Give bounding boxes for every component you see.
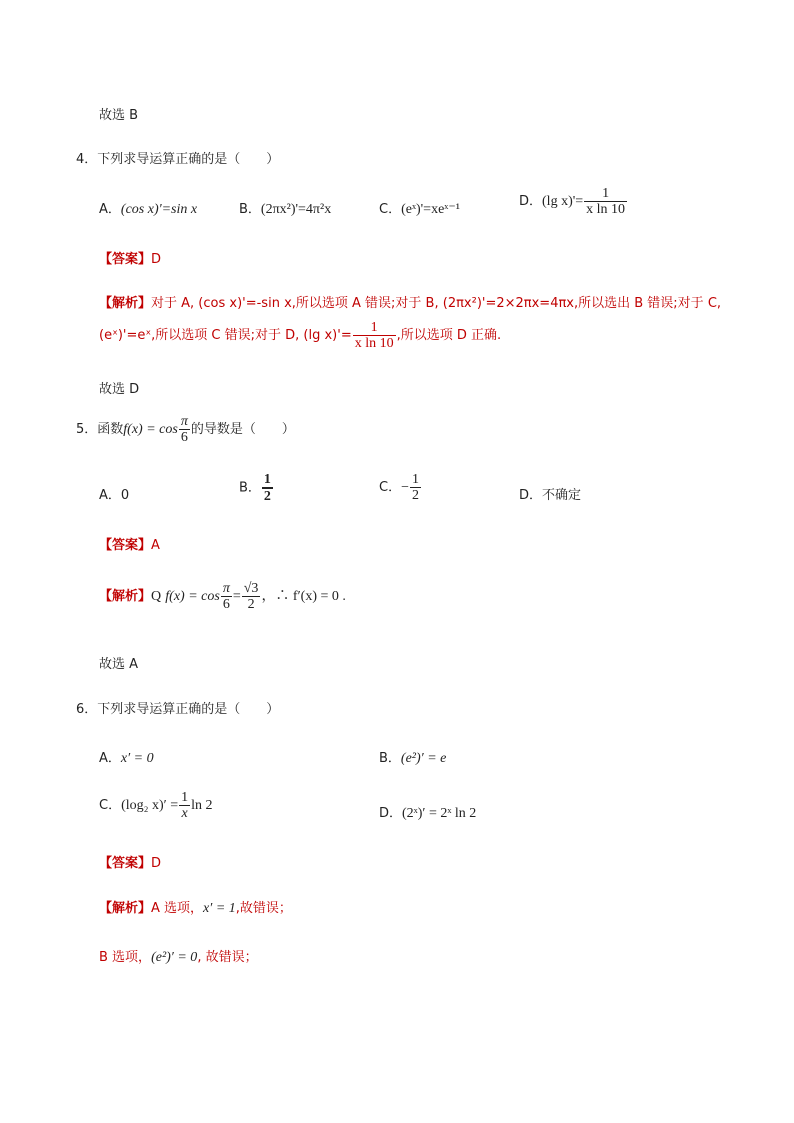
q6-option-c-label: C． (99, 798, 122, 813)
q6-analysis-b-math: (e²)′ = 0 (151, 950, 198, 965)
q5-answer-value: A (151, 538, 160, 553)
q5-stem (76, 414, 295, 445)
q4-analysis-numerator: 1 (370, 320, 378, 335)
q6-option-b-math: (e²)′ = e (400, 751, 447, 766)
q4-answer-tag: 【答案】 (99, 252, 152, 267)
q6-option-c-fraction (179, 790, 190, 821)
q4-analysis-denominator: x ln 10 (354, 336, 394, 351)
q4-option-a-label: A． (99, 202, 121, 217)
q4-analysis-fraction (353, 320, 396, 351)
q5-analysis-suffix: ，∴ f′(x) = 0 . (261, 589, 346, 604)
q5-option-b-label: B． (239, 480, 261, 496)
q5-option-c-denominator: 2 (411, 488, 419, 503)
q5-analysis (99, 581, 346, 612)
q5-option-d (519, 484, 581, 503)
q5-stem-suffix: 的导数是（ ） (190, 422, 295, 437)
q5-option-c-sign: − (401, 480, 409, 495)
q6-analysis-b-prefix: B 选项， (99, 950, 152, 965)
q6-option-d-math: (2ˣ)′ = 2ˣ ln 2 (402, 806, 477, 821)
q5-option-d-text: 不确定 (542, 488, 582, 503)
q4-analysis-line2 (99, 320, 501, 351)
q5-option-a-label: A． (99, 488, 121, 503)
q6-option-c-rhs: ln 2 (191, 798, 213, 813)
q6-analysis-a-suffix: ,故错误； (235, 901, 292, 916)
q6-stem: 6．下列求导运算正确的是（ ） (76, 702, 280, 717)
q4-stem: 4．下列求导运算正确的是（ ） (76, 152, 280, 167)
q4-option-c-math: (eˣ)'=xeˣ⁻¹ (401, 202, 460, 217)
q6-answer (99, 852, 161, 871)
q4-analysis-line1 (99, 292, 721, 311)
q6-answer-tag: 【答案】 (99, 856, 152, 871)
q6-analysis-b (99, 946, 258, 966)
q4-analysis-text1: 对于 A, (cos x)'=-sin x,所以选项 A 错误;对于 B, (2πx²)'=2×2πx=4πx,所以选出 B 错误;对于 C, (151, 296, 722, 311)
q4-option-c-label: C． (379, 202, 402, 217)
q6-option-a-math: x′ = 0 (120, 751, 154, 766)
q6-option-c (99, 790, 213, 821)
q5-analysis-equals: = (232, 589, 241, 604)
q5-stem-prefix: 5．函数 (76, 422, 124, 437)
q5-option-b-numerator: 1 (263, 472, 271, 487)
q4-answer-value: D (151, 252, 162, 267)
q4-option-a (99, 198, 197, 218)
q5-answer (99, 534, 160, 553)
q6-option-c-denominator: x (179, 805, 190, 821)
q6-option-a-label: A． (99, 751, 121, 766)
q6-analysis-a-prefix: A 选项， (151, 901, 204, 916)
q5-analysis-numerator2: √3 (243, 581, 259, 596)
q6-analysis-tag: 【解析】 (99, 901, 152, 916)
prev-conclusion: 故选 B (99, 108, 139, 123)
q6-option-a (99, 747, 154, 767)
q5-option-d-label: D． (519, 488, 543, 503)
q4-option-b (239, 198, 331, 218)
q4-option-d-label: D． (519, 194, 543, 209)
q4-answer (99, 248, 161, 267)
q5-stem-fraction (179, 414, 190, 445)
q4-option-b-label: B． (239, 202, 261, 217)
q5-analysis-denominator1: 6 (221, 596, 232, 612)
q6-option-c-lhs: (log₂ x)′ = (121, 798, 179, 813)
q4-analysis-text2b: ,所以选项 D 正确. (396, 328, 502, 343)
q5-option-a (99, 484, 129, 503)
q6-option-c-numerator: 1 (181, 790, 189, 805)
q5-analysis-tag: 【解析】 (99, 589, 152, 604)
q5-option-b (239, 472, 274, 504)
q5-analysis-fraction1 (221, 581, 232, 612)
q5-option-c-label: C． (379, 480, 402, 495)
q5-option-b-fraction (262, 472, 273, 504)
q5-option-c-numerator: 1 (411, 472, 419, 487)
q4-option-c (379, 198, 460, 218)
q5-option-c (379, 472, 422, 503)
q5-analysis-func: f(x) = cos (165, 589, 220, 604)
q5-answer-tag: 【答案】 (99, 538, 152, 553)
q6-analysis-a-math: x′ = 1 (203, 901, 236, 916)
q6-option-b (379, 747, 446, 767)
q4-conclusion: 故选 D (99, 382, 140, 397)
q4-option-d-numerator: 1 (602, 186, 610, 201)
q6-option-d (379, 802, 476, 822)
q5-analysis-denominator2: 2 (242, 596, 261, 612)
q4-option-b-math: (2πx²)'=4π²x (260, 202, 332, 217)
q4-option-a-math: (cos x)'=sin x (120, 202, 198, 217)
q5-analysis-prefix: Q (151, 589, 162, 604)
q6-option-b-label: B． (379, 751, 401, 766)
q4-option-d-lhs: (lg x)'= (542, 194, 584, 209)
q4-option-d-fraction (584, 186, 627, 217)
q5-option-b-denominator: 2 (263, 489, 271, 504)
q5-option-a-text: 0 (120, 488, 130, 503)
q4-option-d (519, 186, 628, 217)
q6-option-d-label: D． (379, 806, 403, 821)
q6-analysis-b-suffix: , 故错误； (197, 950, 258, 965)
q4-option-d-denominator: x ln 10 (586, 202, 626, 217)
q5-stem-numerator: π (180, 414, 188, 429)
q6-answer-value: D (151, 856, 162, 871)
q5-stem-denominator: 6 (179, 429, 190, 445)
q5-option-c-fraction (410, 472, 421, 503)
q5-conclusion: 故选 A (99, 657, 139, 672)
q5-analysis-numerator1: π (222, 581, 230, 596)
q5-analysis-fraction2 (242, 581, 261, 612)
q5-stem-func: f(x) = cos (123, 422, 178, 437)
q4-analysis-tag: 【解析】 (99, 296, 152, 311)
q4-analysis-text2a: (eˣ)'=eˣ,所以选项 C 错误;对于 D, (lg x)'= (99, 328, 352, 343)
q6-analysis-a (99, 897, 292, 917)
